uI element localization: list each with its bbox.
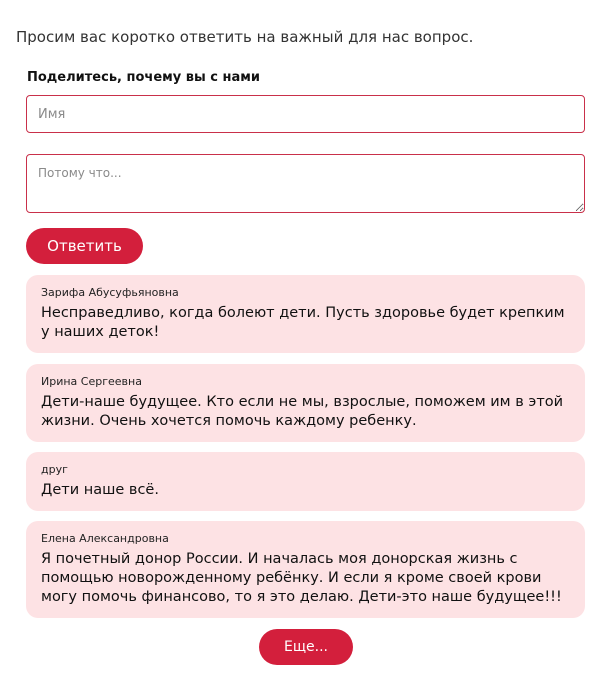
response-card — [26, 275, 585, 353]
intro-text: Просим вас коротко ответить на важный для нас вопрос. — [16, 28, 474, 46]
name-input[interactable] — [26, 95, 585, 133]
response-text: Несправедливо, когда болеют дети. Пусть здоровье будет крепким у наших деток! — [41, 305, 565, 340]
response-text: Дети наше всё. — [41, 482, 159, 498]
response-card — [26, 452, 585, 511]
response-author: друг — [41, 463, 68, 476]
response-author: Зарифа Абусуфьяновна — [41, 286, 179, 299]
response-author: Елена Александровна — [41, 532, 169, 545]
form-title: Поделитесь, почему вы с нами — [27, 70, 261, 85]
reason-textarea[interactable] — [26, 154, 585, 213]
response-author: Ирина Сергеевна — [41, 375, 142, 388]
response-text: Дети-наше будущее. Кто если не мы, взрослые, поможем им в этой жизни. Очень хочется помочь каждому ребенку. — [41, 394, 564, 429]
more-button[interactable]: Еще... — [259, 629, 353, 665]
response-card — [26, 521, 585, 618]
response-card — [26, 364, 585, 442]
response-text: Я почетный донор России. И началась моя донорская жизнь с помощью новорожденному ребёнку. И если я кроме своей крови могу помочь финансово, то я это делаю. Дети-это наше будущее!!! — [41, 551, 562, 605]
submit-button[interactable]: Ответить — [26, 228, 143, 264]
